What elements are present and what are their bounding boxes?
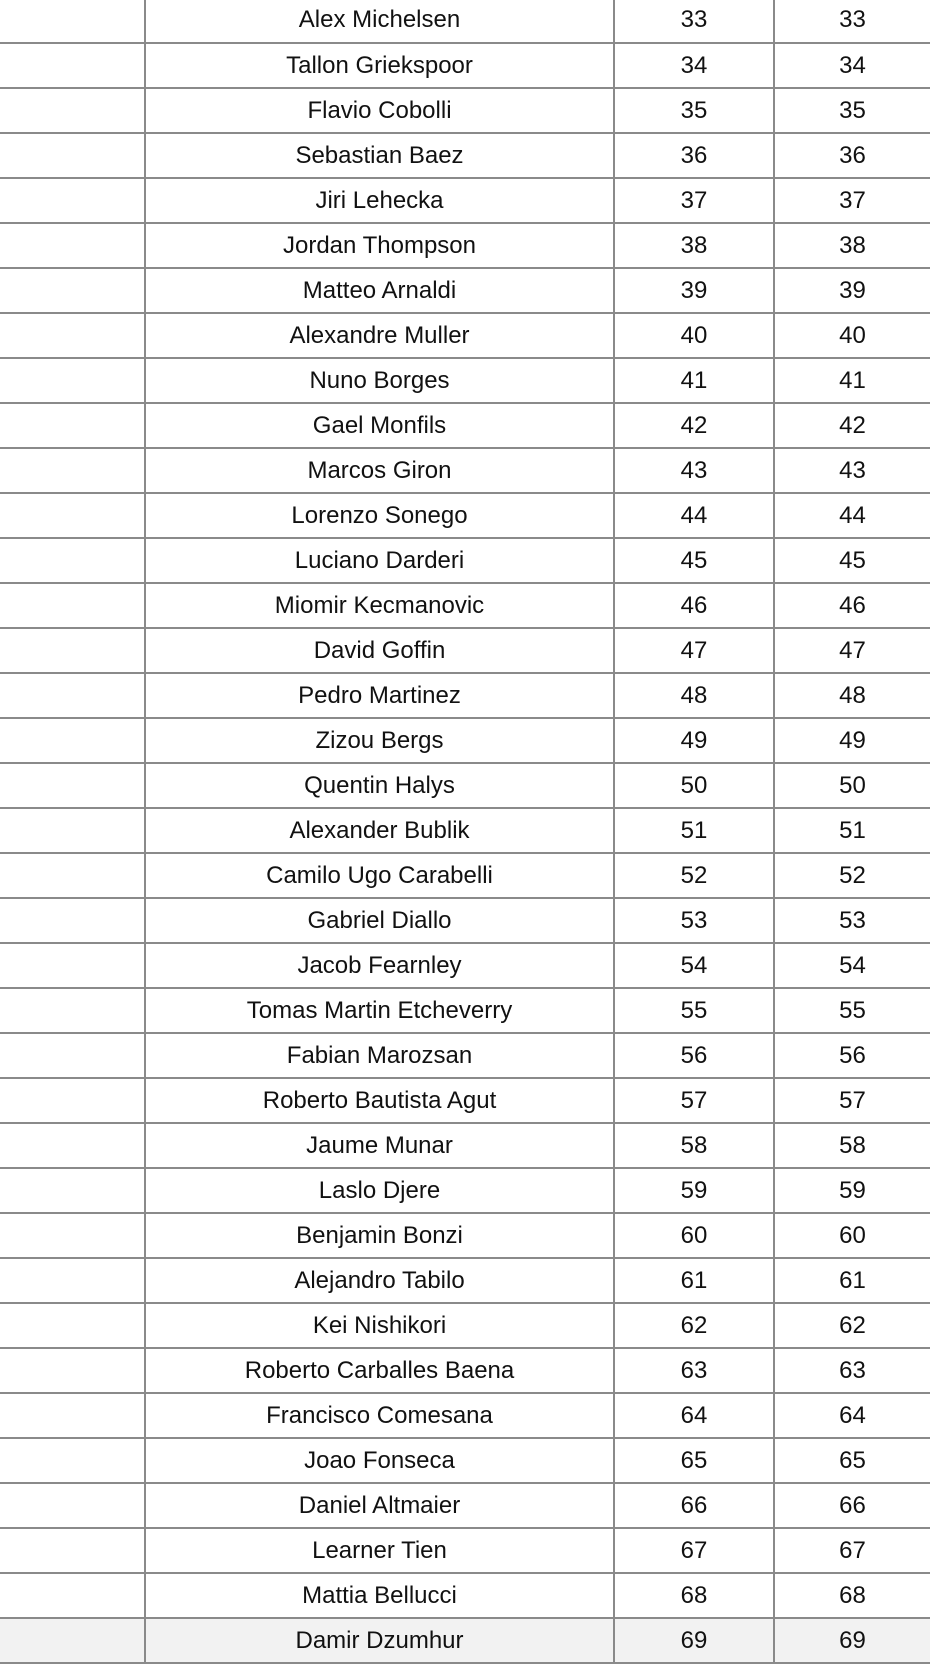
- rank-cell-secondary: 57: [774, 1078, 930, 1123]
- row-blank-cell: [0, 943, 145, 988]
- rank-cell: 53: [614, 898, 774, 943]
- rank-cell-secondary: 48: [774, 673, 930, 718]
- rank-cell-secondary: 62: [774, 1303, 930, 1348]
- player-name-cell: Francisco Comesana: [145, 1393, 614, 1438]
- player-name-cell: Nuno Borges: [145, 358, 614, 403]
- table-row: [0, 1258, 930, 1303]
- table-row: [0, 1348, 930, 1393]
- player-name-cell: Jiri Lehecka: [145, 178, 614, 223]
- rank-cell: 39: [614, 268, 774, 313]
- rank-cell-secondary: 34: [774, 43, 930, 88]
- rank-cell-secondary: 47: [774, 628, 930, 673]
- table-row: [0, 313, 930, 358]
- rank-cell-secondary: 35: [774, 88, 930, 133]
- table-row: [0, 493, 930, 538]
- row-blank-cell: [0, 358, 145, 403]
- player-name-cell: Tomas Martin Etcheverry: [145, 988, 614, 1033]
- table-row: [0, 1303, 930, 1348]
- rank-cell: 64: [614, 1393, 774, 1438]
- rank-cell: 38: [614, 223, 774, 268]
- player-name-cell: Quentin Halys: [145, 763, 614, 808]
- rank-cell: 43: [614, 448, 774, 493]
- rank-cell: 63: [614, 1348, 774, 1393]
- rank-cell-secondary: 66: [774, 1483, 930, 1528]
- row-blank-cell: [0, 1033, 145, 1078]
- table-row: [0, 988, 930, 1033]
- table-row: [0, 853, 930, 898]
- table-row: [0, 178, 930, 223]
- rank-cell: 44: [614, 493, 774, 538]
- player-name-cell: Roberto Bautista Agut: [145, 1078, 614, 1123]
- table-row: [0, 673, 930, 718]
- rank-cell-secondary: 43: [774, 448, 930, 493]
- rank-cell: 61: [614, 1258, 774, 1303]
- rank-cell-secondary: 40: [774, 313, 930, 358]
- rank-cell-secondary: 64: [774, 1393, 930, 1438]
- player-name-cell: Luciano Darderi: [145, 538, 614, 583]
- player-name-cell: Fabian Marozsan: [145, 1033, 614, 1078]
- player-name-cell: Tallon Griekspoor: [145, 43, 614, 88]
- rank-cell: 68: [614, 1573, 774, 1618]
- rank-cell: 60: [614, 1213, 774, 1258]
- table-row: [0, 808, 930, 853]
- table-row: [0, 1033, 930, 1078]
- player-name-cell: Alexander Bublik: [145, 808, 614, 853]
- table-row: [0, 583, 930, 628]
- row-blank-cell: [0, 268, 145, 313]
- table-row: [0, 538, 930, 583]
- rank-cell-secondary: 61: [774, 1258, 930, 1303]
- table-row: [0, 1078, 930, 1123]
- row-blank-cell: [0, 1348, 145, 1393]
- table-row: [0, 1438, 930, 1483]
- rank-cell-secondary: 52: [774, 853, 930, 898]
- player-name-cell: Alexandre Muller: [145, 313, 614, 358]
- player-name-cell: Laslo Djere: [145, 1168, 614, 1213]
- rank-cell: 46: [614, 583, 774, 628]
- row-blank-cell: [0, 853, 145, 898]
- player-name-cell: Roberto Carballes Baena: [145, 1348, 614, 1393]
- table-row: [0, 1573, 930, 1618]
- rank-cell: 48: [614, 673, 774, 718]
- rank-cell: 37: [614, 178, 774, 223]
- row-blank-cell: [0, 1123, 145, 1168]
- player-name-cell: Marcos Giron: [145, 448, 614, 493]
- rank-cell-secondary: 39: [774, 268, 930, 313]
- row-blank-cell: [0, 628, 145, 673]
- player-name-cell: Lorenzo Sonego: [145, 493, 614, 538]
- table-row: [0, 943, 930, 988]
- player-name-cell: Gabriel Diallo: [145, 898, 614, 943]
- rank-cell: 56: [614, 1033, 774, 1078]
- table-row: [0, 1393, 930, 1438]
- rank-cell-secondary: 51: [774, 808, 930, 853]
- rank-cell-secondary: 54: [774, 943, 930, 988]
- row-blank-cell: [0, 673, 145, 718]
- row-blank-cell: [0, 448, 145, 493]
- table-row: [0, 628, 930, 673]
- player-name-cell: Joao Fonseca: [145, 1438, 614, 1483]
- player-name-cell: Jacob Fearnley: [145, 943, 614, 988]
- table-row: [0, 898, 930, 943]
- rank-cell-secondary: 41: [774, 358, 930, 403]
- row-blank-cell: [0, 0, 145, 43]
- table-row: [0, 403, 930, 448]
- player-name-cell: Sebastian Baez: [145, 133, 614, 178]
- rank-cell-secondary: 67: [774, 1528, 930, 1573]
- player-name-cell: Flavio Cobolli: [145, 88, 614, 133]
- rank-cell-secondary: 50: [774, 763, 930, 808]
- row-blank-cell: [0, 133, 145, 178]
- rank-cell: 69: [614, 1618, 774, 1663]
- table-row: [0, 133, 930, 178]
- row-blank-cell: [0, 43, 145, 88]
- rank-cell-secondary: 55: [774, 988, 930, 1033]
- rank-cell: 36: [614, 133, 774, 178]
- table-row: [0, 718, 930, 763]
- row-blank-cell: [0, 223, 145, 268]
- table-row: [0, 1483, 930, 1528]
- rank-cell-secondary: 53: [774, 898, 930, 943]
- rank-cell: 33: [614, 0, 774, 43]
- rank-cell-secondary: 33: [774, 0, 930, 43]
- row-blank-cell: [0, 1438, 145, 1483]
- rank-cell: 50: [614, 763, 774, 808]
- rank-cell-secondary: 46: [774, 583, 930, 628]
- rank-cell: 42: [614, 403, 774, 448]
- table-row: [0, 1168, 930, 1213]
- rank-cell-secondary: 45: [774, 538, 930, 583]
- player-name-cell: Alex Michelsen: [145, 0, 614, 43]
- rank-cell-secondary: 68: [774, 1573, 930, 1618]
- rank-cell-secondary: 42: [774, 403, 930, 448]
- row-blank-cell: [0, 763, 145, 808]
- rank-cell-secondary: 44: [774, 493, 930, 538]
- player-name-cell: Miomir Kecmanovic: [145, 583, 614, 628]
- row-blank-cell: [0, 1168, 145, 1213]
- table-row: [0, 1528, 930, 1573]
- rank-cell: 58: [614, 1123, 774, 1168]
- player-name-cell: Alejandro Tabilo: [145, 1258, 614, 1303]
- row-blank-cell: [0, 808, 145, 853]
- rank-cell-secondary: 56: [774, 1033, 930, 1078]
- rank-cell-secondary: 59: [774, 1168, 930, 1213]
- table-row: [0, 448, 930, 493]
- rank-cell: 66: [614, 1483, 774, 1528]
- rank-cell: 55: [614, 988, 774, 1033]
- row-blank-cell: [0, 718, 145, 763]
- player-name-cell: Zizou Bergs: [145, 718, 614, 763]
- rank-cell: 40: [614, 313, 774, 358]
- rank-cell: 35: [614, 88, 774, 133]
- player-name-cell: Daniel Altmaier: [145, 1483, 614, 1528]
- table-row: [0, 43, 930, 88]
- rank-cell-secondary: 49: [774, 718, 930, 763]
- player-name-cell: Benjamin Bonzi: [145, 1213, 614, 1258]
- rank-cell: 57: [614, 1078, 774, 1123]
- row-blank-cell: [0, 1618, 145, 1663]
- player-name-cell: Camilo Ugo Carabelli: [145, 853, 614, 898]
- rank-cell: 51: [614, 808, 774, 853]
- player-name-cell: Damir Dzumhur: [145, 1618, 614, 1663]
- rank-cell-secondary: 65: [774, 1438, 930, 1483]
- row-blank-cell: [0, 403, 145, 448]
- rank-cell-secondary: 58: [774, 1123, 930, 1168]
- rank-cell-secondary: 37: [774, 178, 930, 223]
- player-name-cell: Mattia Bellucci: [145, 1573, 614, 1618]
- table-row: [0, 223, 930, 268]
- player-name-cell: Jordan Thompson: [145, 223, 614, 268]
- rank-cell: 52: [614, 853, 774, 898]
- row-blank-cell: [0, 898, 145, 943]
- row-blank-cell: [0, 88, 145, 133]
- table-row: [0, 268, 930, 313]
- row-blank-cell: [0, 1483, 145, 1528]
- rank-cell: 65: [614, 1438, 774, 1483]
- row-blank-cell: [0, 1258, 145, 1303]
- player-name-cell: Jaume Munar: [145, 1123, 614, 1168]
- rank-cell-secondary: 63: [774, 1348, 930, 1393]
- row-blank-cell: [0, 583, 145, 628]
- row-blank-cell: [0, 1393, 145, 1438]
- player-name-cell: David Goffin: [145, 628, 614, 673]
- table-row: [0, 0, 930, 43]
- table-row: [0, 358, 930, 403]
- player-name-cell: Learner Tien: [145, 1528, 614, 1573]
- row-blank-cell: [0, 493, 145, 538]
- rank-cell: 45: [614, 538, 774, 583]
- rank-cell-secondary: 38: [774, 223, 930, 268]
- table-row: [0, 88, 930, 133]
- player-name-cell: Kei Nishikori: [145, 1303, 614, 1348]
- table-row: [0, 1213, 930, 1258]
- player-name-cell: Matteo Arnaldi: [145, 268, 614, 313]
- player-name-cell: Pedro Martinez: [145, 673, 614, 718]
- row-blank-cell: [0, 1528, 145, 1573]
- rank-cell: 34: [614, 43, 774, 88]
- rank-cell: 47: [614, 628, 774, 673]
- row-blank-cell: [0, 1213, 145, 1258]
- row-blank-cell: [0, 313, 145, 358]
- rank-cell: 49: [614, 718, 774, 763]
- rank-cell: 67: [614, 1528, 774, 1573]
- row-blank-cell: [0, 538, 145, 583]
- table-row: [0, 1123, 930, 1168]
- rank-cell: 41: [614, 358, 774, 403]
- rank-cell-secondary: 36: [774, 133, 930, 178]
- player-name-cell: Gael Monfils: [145, 403, 614, 448]
- rank-cell: 59: [614, 1168, 774, 1213]
- table-row: [0, 1618, 930, 1663]
- row-blank-cell: [0, 1573, 145, 1618]
- rank-cell-secondary: 69: [774, 1618, 930, 1663]
- row-blank-cell: [0, 988, 145, 1033]
- table-row: [0, 763, 930, 808]
- row-blank-cell: [0, 178, 145, 223]
- row-blank-cell: [0, 1078, 145, 1123]
- rank-cell-secondary: 60: [774, 1213, 930, 1258]
- rank-cell: 54: [614, 943, 774, 988]
- row-blank-cell: [0, 1303, 145, 1348]
- rank-cell: 62: [614, 1303, 774, 1348]
